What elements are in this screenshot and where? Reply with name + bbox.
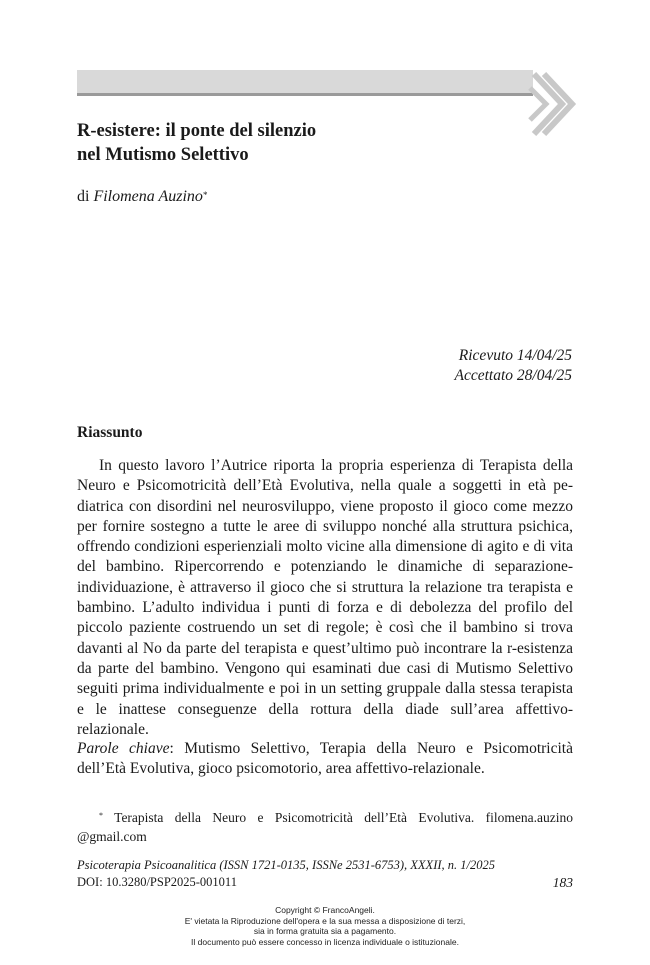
footnote-mark: * bbox=[99, 811, 103, 820]
title-line-1: R-esistere: il ponte del silenzio bbox=[77, 121, 317, 141]
received-date: Ricevuto 14/04/25 bbox=[458, 347, 572, 364]
author-footnote-mark: * bbox=[202, 190, 208, 200]
keywords bbox=[77, 739, 573, 780]
keywords-text: Mutismo Selettivo, Terapia della Neuro e Psicomotricità dell’Età Evolutiva, gioco psicomotorio, area affettivo-relazionale. bbox=[77, 740, 573, 778]
author-footnote bbox=[77, 808, 573, 846]
copyright-line-4: Il documento può essere concesso in licenza individuale o istituzionale. bbox=[191, 936, 459, 947]
copyright-line-2: E' vietata la Riproduzione dell'opera e la sua messa a disposizione di terzi, bbox=[184, 915, 466, 926]
keywords-separator: : bbox=[169, 740, 185, 757]
author-name: Filomena Auzino bbox=[93, 188, 203, 205]
copyright-line-1: Copyright © FrancoAngeli. bbox=[275, 905, 375, 915]
author-line bbox=[77, 187, 207, 207]
article-title bbox=[77, 119, 517, 167]
copyright-notice bbox=[0, 905, 650, 947]
title-line-2: nel Mutismo Selettivo bbox=[77, 145, 249, 165]
chevron-arrows-icon bbox=[528, 68, 576, 140]
header-band bbox=[77, 70, 533, 94]
abstract-heading: Riassunto bbox=[77, 424, 143, 441]
keywords-label: Parole chiave bbox=[77, 740, 170, 757]
journal-citation: Psicoterapia Psicoanalitica (ISSN 1721-0135, ISSNe 2531-6753), XXXII, n. 1/2025 bbox=[77, 858, 495, 872]
copyright-line-3: sia in forma gratuita sia a pagamento. bbox=[253, 926, 397, 936]
page-number: 183 bbox=[552, 875, 573, 890]
abstract-body: In questo lavoro l’Autrice riporta la propria esperienza di Terapista della Neuro e Psicomotricità dell’Età Evolutiva, nella quale a soggetti in età pediatrica con disordini nel neurosviluppo, viene proposto il gioco come mezzo per fornire sostegno a tutte le aree di sviluppo nonché alla struttura psichica, offrendo condizioni esperienziali molto vicine alla dimensione di agito e di vita del bambino. Ripercorrendo e potenziando le dinamiche di separazione-individuazione, è attraverso il gioco che si struttura la relazione tra terapista e bambino. L’adulto individua i punti di forza e di debolezza del profilo del piccolo paziente costruendo un set di regole; è così che il bambino si trova davanti al No da parte del terapista e quest’ultimo può incontrare la r-esistenza da parte del bambino. Vengono qui esaminati due casi di Mutismo Selettivo seguiti prima individualmente e poi in un setting gruppale dalla stessa terapista e le inattese conseguenze della rottura della diade sull’area affettivo-relazionale. bbox=[77, 457, 573, 738]
submission-dates bbox=[454, 346, 572, 386]
doi: DOI: 10.3280/PSP2025-001011 bbox=[77, 875, 237, 889]
journal-info bbox=[77, 857, 573, 891]
doi-row bbox=[77, 874, 573, 891]
accepted-date: Accettato 28/04/25 bbox=[454, 367, 572, 384]
header-rule bbox=[77, 93, 533, 96]
author-prefix: di bbox=[77, 188, 94, 205]
footnote-text: Terapista della Neuro e Psicomotricità dell’Età Evolutiva. filomena.auzino @gmail.com bbox=[77, 810, 573, 844]
